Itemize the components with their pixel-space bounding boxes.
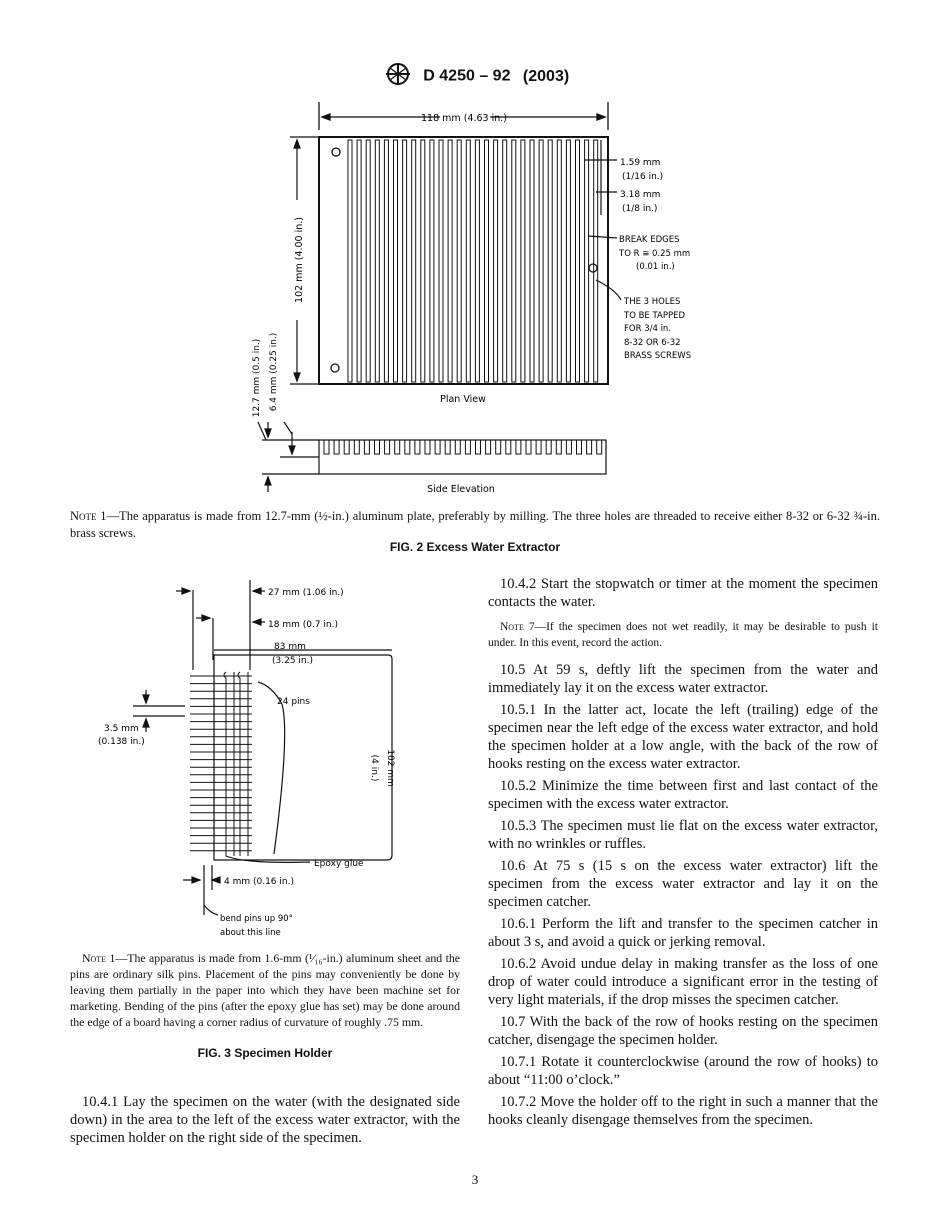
side-tooth [486, 440, 491, 454]
side-tooth [526, 440, 531, 454]
groove [485, 140, 489, 382]
side-tooth [324, 440, 329, 454]
fig3-caption: FIG. 3 Specimen Holder [197, 1046, 333, 1060]
note-7-text: 7—If the specimen does not wet readily, it may be desirable to push it under. In this event, record the action. [488, 621, 878, 649]
groove [366, 140, 370, 382]
side-tooth [597, 440, 602, 454]
side-tooth [445, 440, 450, 454]
fig3-pins [190, 672, 252, 856]
groove [557, 140, 561, 382]
groove [466, 140, 470, 382]
groove [512, 140, 516, 382]
side-tooth [455, 440, 460, 454]
groove [539, 140, 543, 382]
groove [494, 140, 498, 382]
fig3-pins-label: 24 pins [277, 697, 310, 707]
groove [457, 140, 461, 382]
fig2-dim-12-7: 12.7 mm (0.5 in.) [252, 338, 262, 418]
fig2-holes-3: FOR 3/4 in. [624, 324, 672, 334]
paragraph-10-5: 10.5 At 59 s, deftly lift the specimen from the water and immediately lay it on the excess water extractor. [488, 662, 878, 696]
fig3-dim-4mm: 4 mm (0.16 in.) [224, 877, 294, 887]
side-tooth [516, 440, 521, 454]
fig2-drawing [0, 90, 950, 500]
designation: D 4250 – 92 [423, 67, 511, 85]
paragraph-10-5-2: 10.5.2 Minimize the time between first and last contact of the specimen with the excess water extractor. [488, 778, 878, 812]
groove [530, 140, 534, 382]
groove [430, 140, 434, 382]
fig3-drawing [60, 575, 480, 945]
side-tooth [506, 440, 511, 454]
side-tooth [587, 440, 592, 454]
fig3-dim-4in: (4 in.) [369, 754, 379, 782]
fig2-lines [319, 102, 608, 384]
fig3-epoxy-label: Epoxy glue [314, 859, 364, 869]
note-7 [488, 619, 878, 651]
paragraph-10-7-2: 10.7.2 Move the holder off to the right in such a manner that the hooks cleanly disengage themselves from the specimen. [488, 1094, 878, 1128]
side-tooth [566, 440, 571, 454]
side-tooth [536, 440, 541, 454]
fig2-grooves [348, 140, 598, 382]
groove [403, 140, 407, 382]
fig3-dim-18: 18 mm (0.7 in.) [268, 620, 338, 630]
fig2-dim-3-18: 3.18 mm [620, 190, 661, 200]
fig3-dim-3-5: 3.5 mm [104, 724, 139, 734]
fig2-side-teeth [324, 440, 602, 454]
groove [421, 140, 425, 382]
fig3-dim-83: 83 mm [274, 642, 306, 652]
side-tooth [496, 440, 501, 454]
paragraph-10-4-2: 10.4.2 Start the stopwatch or timer at the moment the specimen contacts the water. [488, 576, 878, 610]
fig3-dim-0-138: (0.138 in.) [98, 737, 145, 747]
side-tooth [334, 440, 339, 454]
fig3-note-label: Note [82, 951, 107, 965]
paragraph-10-6-1: 10.6.1 Perform the lift and transfer to the specimen catcher in about 3 s, and avoid a quick or jerking removal. [488, 916, 878, 950]
fig2-caption: FIG. 2 Excess Water Extractor [389, 540, 561, 554]
groove [448, 140, 452, 382]
fig2-break-edges-1: BREAK EDGES [619, 235, 680, 245]
fig3-dim-27: 27 mm (1.06 in.) [268, 588, 344, 598]
side-tooth [577, 440, 582, 454]
groove [348, 140, 352, 382]
fig2-plan-view-label: Plan View [440, 394, 486, 405]
fig2-note-label: Note [70, 509, 97, 523]
side-tooth [395, 440, 400, 454]
groove [548, 140, 552, 382]
side-tooth [546, 440, 551, 454]
side-tooth [405, 440, 410, 454]
fig2-holes-4: 8-32 OR 6-32 [624, 338, 681, 348]
groove [412, 140, 416, 382]
fig2-break-edges-2: TO R ≅ 0.25 mm [619, 249, 691, 259]
side-tooth [344, 440, 349, 454]
side-tooth [465, 440, 470, 454]
groove [394, 140, 398, 382]
groove [439, 140, 443, 382]
paragraph-10-7-1: 10.7.1 Rotate it counterclockwise (around the row of hooks) to about “11:00 o’clock.” [488, 1054, 878, 1088]
groove [475, 140, 479, 382]
paragraph-10-5-3: 10.5.3 The specimen must lie flat on the excess water extractor, with no wrinkles or ruffles. [488, 818, 878, 852]
right-column [488, 575, 878, 1133]
fig2-note-text: 1—The apparatus is made from 12.7-mm (½-in.) aluminum plate, preferably by milling. The three holes are threaded to receive either 8-32 or 6-32 ¾-in. brass screws. [70, 509, 880, 540]
fig2-width-label: 118 mm (4.63 in.) [421, 113, 507, 124]
side-tooth [385, 440, 390, 454]
note-7-label: Note [500, 621, 524, 633]
fig2-holes-1: THE 3 HOLES [624, 297, 681, 307]
groove [521, 140, 525, 382]
reaffirmed-year: (2003) [522, 67, 570, 85]
fig2-holes-5: BRASS SCREWS [624, 351, 692, 361]
groove [357, 140, 361, 382]
side-tooth [375, 440, 380, 454]
fig2-dim-1-16: (1/16 in.) [622, 172, 664, 182]
fig3-dim-102: 102 mm [385, 749, 395, 787]
page-number: 3 [471, 1172, 479, 1187]
fig3-bend-1: bend pins up 90° [220, 914, 293, 924]
side-tooth [476, 440, 481, 454]
document-header [0, 62, 950, 91]
groove [384, 140, 388, 382]
side-tooth [415, 440, 420, 454]
side-tooth [556, 440, 561, 454]
side-tooth [354, 440, 359, 454]
paragraph-10-4-1: 10.4.1 Lay the specimen on the water (with the designated side down) in the area to the left of the excess water extractor, with the specimen holder on the right side of the specimen. [70, 1094, 460, 1146]
groove [566, 140, 570, 382]
fig2-dim-1-59: 1.59 mm [620, 158, 661, 168]
paragraph-10-6: 10.6 At 75 s (15 s on the excess water extractor) lift the specimen from the excess water extractor and lay it on the specimen catcher. [488, 858, 878, 910]
fig3-bend-2: about this line [220, 928, 281, 938]
paragraph-10-7: 10.7 With the back of the row of hooks resting on the specimen catcher, disengage the specimen holder. [488, 1014, 878, 1048]
left-column [70, 1093, 460, 1151]
fig2-dim-6-4: 6.4 mm (0.25 in.) [269, 332, 279, 412]
fig2-holes-2: TO BE TAPPED [624, 311, 686, 321]
fig3-note [70, 950, 460, 1030]
side-tooth [425, 440, 430, 454]
side-tooth [364, 440, 369, 454]
groove [576, 140, 580, 382]
fig2-side-elevation-label: Side Elevation [427, 484, 495, 495]
side-tooth [435, 440, 440, 454]
astm-logo-icon [381, 62, 415, 91]
paragraph-10-5-1: 10.5.1 In the latter act, locate the left (trailing) edge of the specimen near the left edge of the excess water extractor, and hold the specimen holder at a low angle, with the back of the row of hooks resting on the excess water extractor. [488, 702, 878, 772]
groove [375, 140, 379, 382]
groove [503, 140, 507, 382]
fig3-dim-83-in: (3.25 in.) [272, 656, 313, 666]
fig2-break-edges-3: (0.01 in.) [636, 262, 675, 272]
groove [594, 140, 598, 382]
fig2-height-label: 102 mm (4.00 in.) [294, 217, 305, 303]
groove [585, 140, 589, 382]
paragraph-10-6-2: 10.6.2 Avoid undue delay in making transfer as the loss of one drop of water could introduce a significant error in the testing of very light materials, if the drop misses the specimen catcher. [488, 956, 878, 1008]
fig3-note-text: 1—The apparatus is made from 1.6-mm (¹⁄₁₆-in.) aluminum sheet and the pins are ordinary silk pins. Placement of the pins may conveniently be done by leaving them partially in the paper into which they have been machine set for marketing. Bending of the pins (after the epoxy glue has set) may be done around the edge of a board having a corner radius of curvature of roughly .75 mm. [70, 951, 460, 1029]
fig2-note [70, 508, 880, 542]
fig2-dim-1-8: (1/8 in.) [622, 204, 658, 214]
